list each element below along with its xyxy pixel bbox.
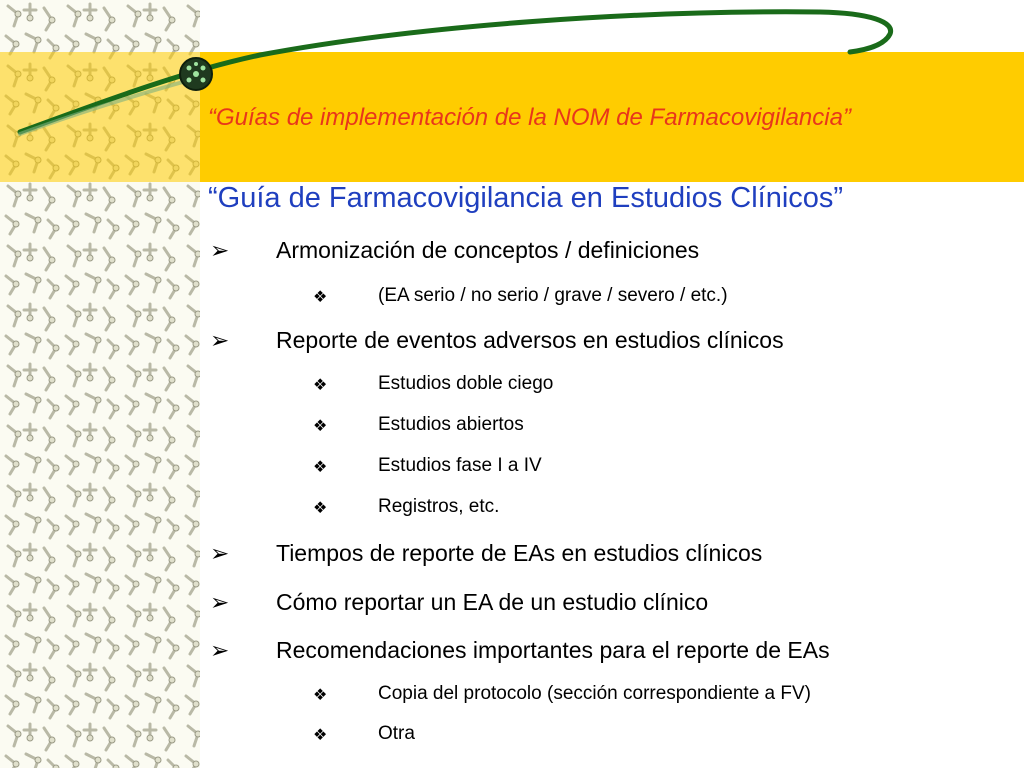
arrow-bullet-icon: ➢ <box>210 540 230 566</box>
arrow-bullet-icon: ➢ <box>210 589 230 615</box>
sub-bullet-text: Estudios fase I a IV <box>378 455 542 476</box>
arrow-bullet-icon: ➢ <box>210 237 230 263</box>
bullet-text: Recomendaciones importantes para el reporte de EAs <box>276 637 830 663</box>
sub-bullet-text: Estudios doble ciego <box>378 373 554 394</box>
slide-title: “Guía de Farmacovigilancia en Estudios Clínicos” <box>208 182 844 214</box>
diamond-bullet-icon: ❖ <box>313 418 328 435</box>
bullet-text: Tiempos de reporte de EAs en estudios clínicos <box>276 540 763 566</box>
sub-bullet-text: Registros, etc. <box>378 496 500 517</box>
sub-bullet-text: Copia del protocolo (sección correspondiente a FV) <box>378 683 812 704</box>
diamond-bullet-icon: ❖ <box>313 377 328 394</box>
sub-bullet-text: (EA serio / no serio / grave / severo / etc.) <box>378 285 728 306</box>
diamond-bullet-icon: ❖ <box>313 459 328 476</box>
diamond-bullet-icon: ❖ <box>313 289 328 306</box>
sub-bullet-text: Estudios abiertos <box>378 414 524 435</box>
bullet-text: Armonización de conceptos / definiciones <box>276 237 700 263</box>
diamond-bullet-icon: ❖ <box>313 500 328 517</box>
arrow-bullet-icon: ➢ <box>210 327 230 353</box>
diamond-bullet-icon: ❖ <box>313 727 328 744</box>
slide-subtitle: “Guías de implementación de la NOM de Farmacovigilancia” <box>208 104 851 131</box>
diamond-bullet-icon: ❖ <box>313 687 328 704</box>
arrow-bullet-icon: ➢ <box>210 637 230 663</box>
bullet-text: Reporte de eventos adversos en estudios clínicos <box>276 327 784 353</box>
sub-bullet-text: Otra <box>378 723 415 744</box>
bullet-text: Cómo reportar un EA de un estudio clínico <box>276 589 709 615</box>
